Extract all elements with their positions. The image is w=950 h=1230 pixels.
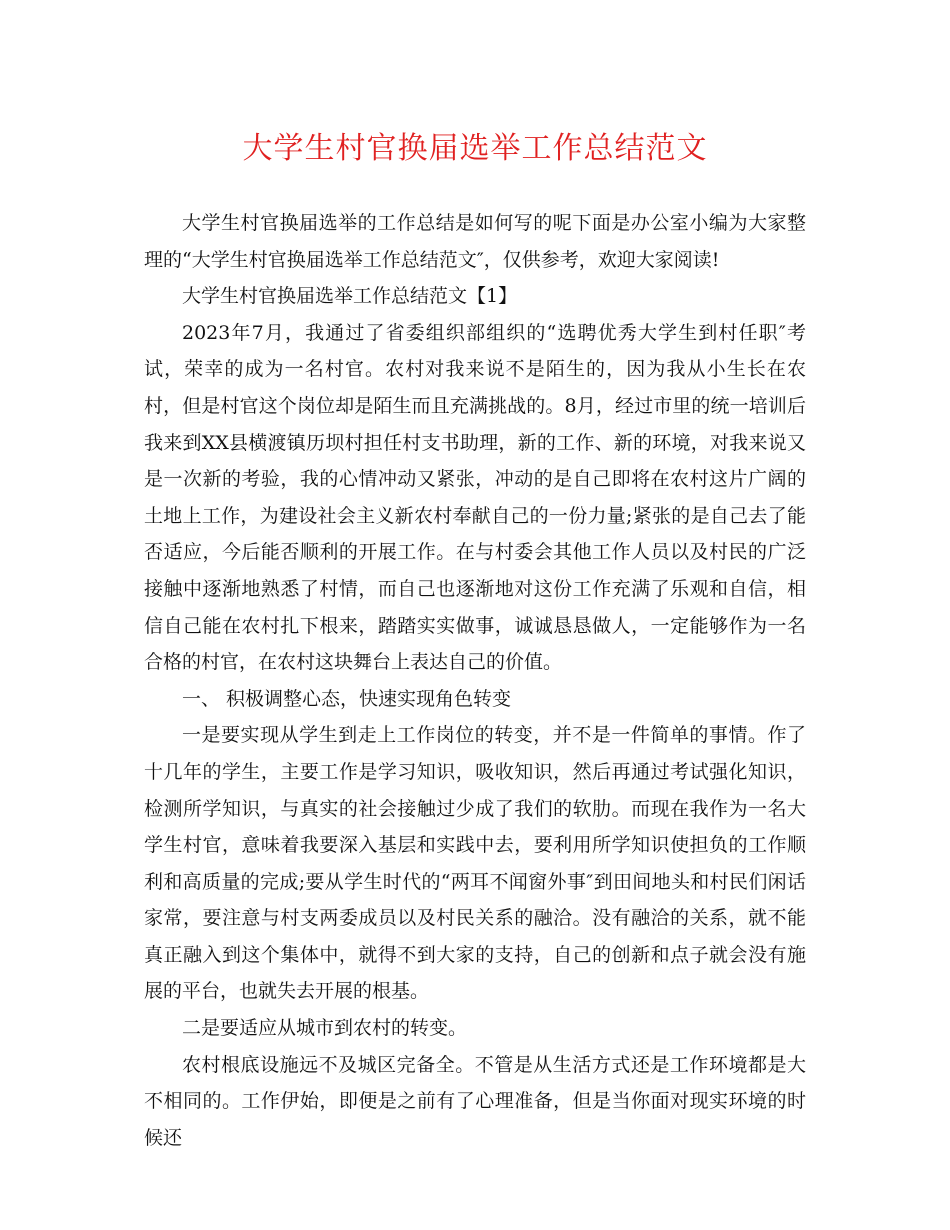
document-body: [144, 205, 806, 1156]
section-heading: 大学生村官换届选举工作总结范文【1】: [182, 285, 518, 308]
body-paragraph: 2023年7月，我通过了省委组织部组织的“选聘优秀大学生到村任职″考试，荣幸的成为一名村官。农村对我来说不是陌生的，因为我从小生长在农村，但是村官这个岗位却是陌生而且充满挑战的。8月，经过市里的统一培训后我来到XX县横渡镇历坝村担任村支书助理，新的工作、新的环境，对我来说又是一次新的考验，我的心情冲动又紧张，冲动的是自己即将在农村这片广阔的土地上工作，为建设社会主义新农村奉献自己的一份力量;紧张的是自己去了能否适应，今后能否顺利的开展工作。在与村委会其他工作人员以及村民的广泛接触中逐渐地熟悉了村情，而自己也逐渐地对这份工作充满了乐观和自信，相信自己能在农村扎下根来，踏踏实实做事，诚诚恳恳做人，一定能够作为一名合格的村官，在农村这块舞台上表达自己的价值。: [144, 321, 806, 674]
subsection-heading: 一、 积极调整心态，快速实现角色转变: [182, 687, 512, 710]
body-paragraph: 二是要适应从城市到农村的转变。: [182, 1017, 468, 1040]
body-paragraph: 农村根底设施远不及城区完备全。不管是从生活方式还是工作环境都是大不相同的。工作伊始，即便是之前有了心理准备，但是当你面对现实环境的时候还: [144, 1053, 806, 1149]
body-paragraph: 一是要实现从学生到走上工作岗位的转变，并不是一件简单的事情。作了十几年的学生，主要工作是学习知识，吸收知识，然后再通过考试强化知识，检测所学知识，与真实的社会接触过少成了我们的软肋。而现在我作为一名大学生村官，意味着我要深入基层和实践中去，要利用所学知识使担负的工作顺利和高质量的完成;要从学生时代的“两耳不闻窗外事″到田间地头和村民们闲话家常，要注意与村支两委成员以及村民关系的融洽。没有融洽的关系，就不能真正融入到这个集体中，就得不到大家的支持，自己的创新和点子就会没有施展的平台，也就失去开展的根基。: [144, 724, 806, 1003]
intro-paragraph: 大学生村官换届选举的工作总结是如何写的呢下面是办公室小编为大家整理的“大学生村官换届选举工作总结范文″，仅供参考，欢迎大家阅读!: [144, 212, 806, 271]
document-title: 大学生村官换届选举工作总结范文: [242, 131, 708, 166]
